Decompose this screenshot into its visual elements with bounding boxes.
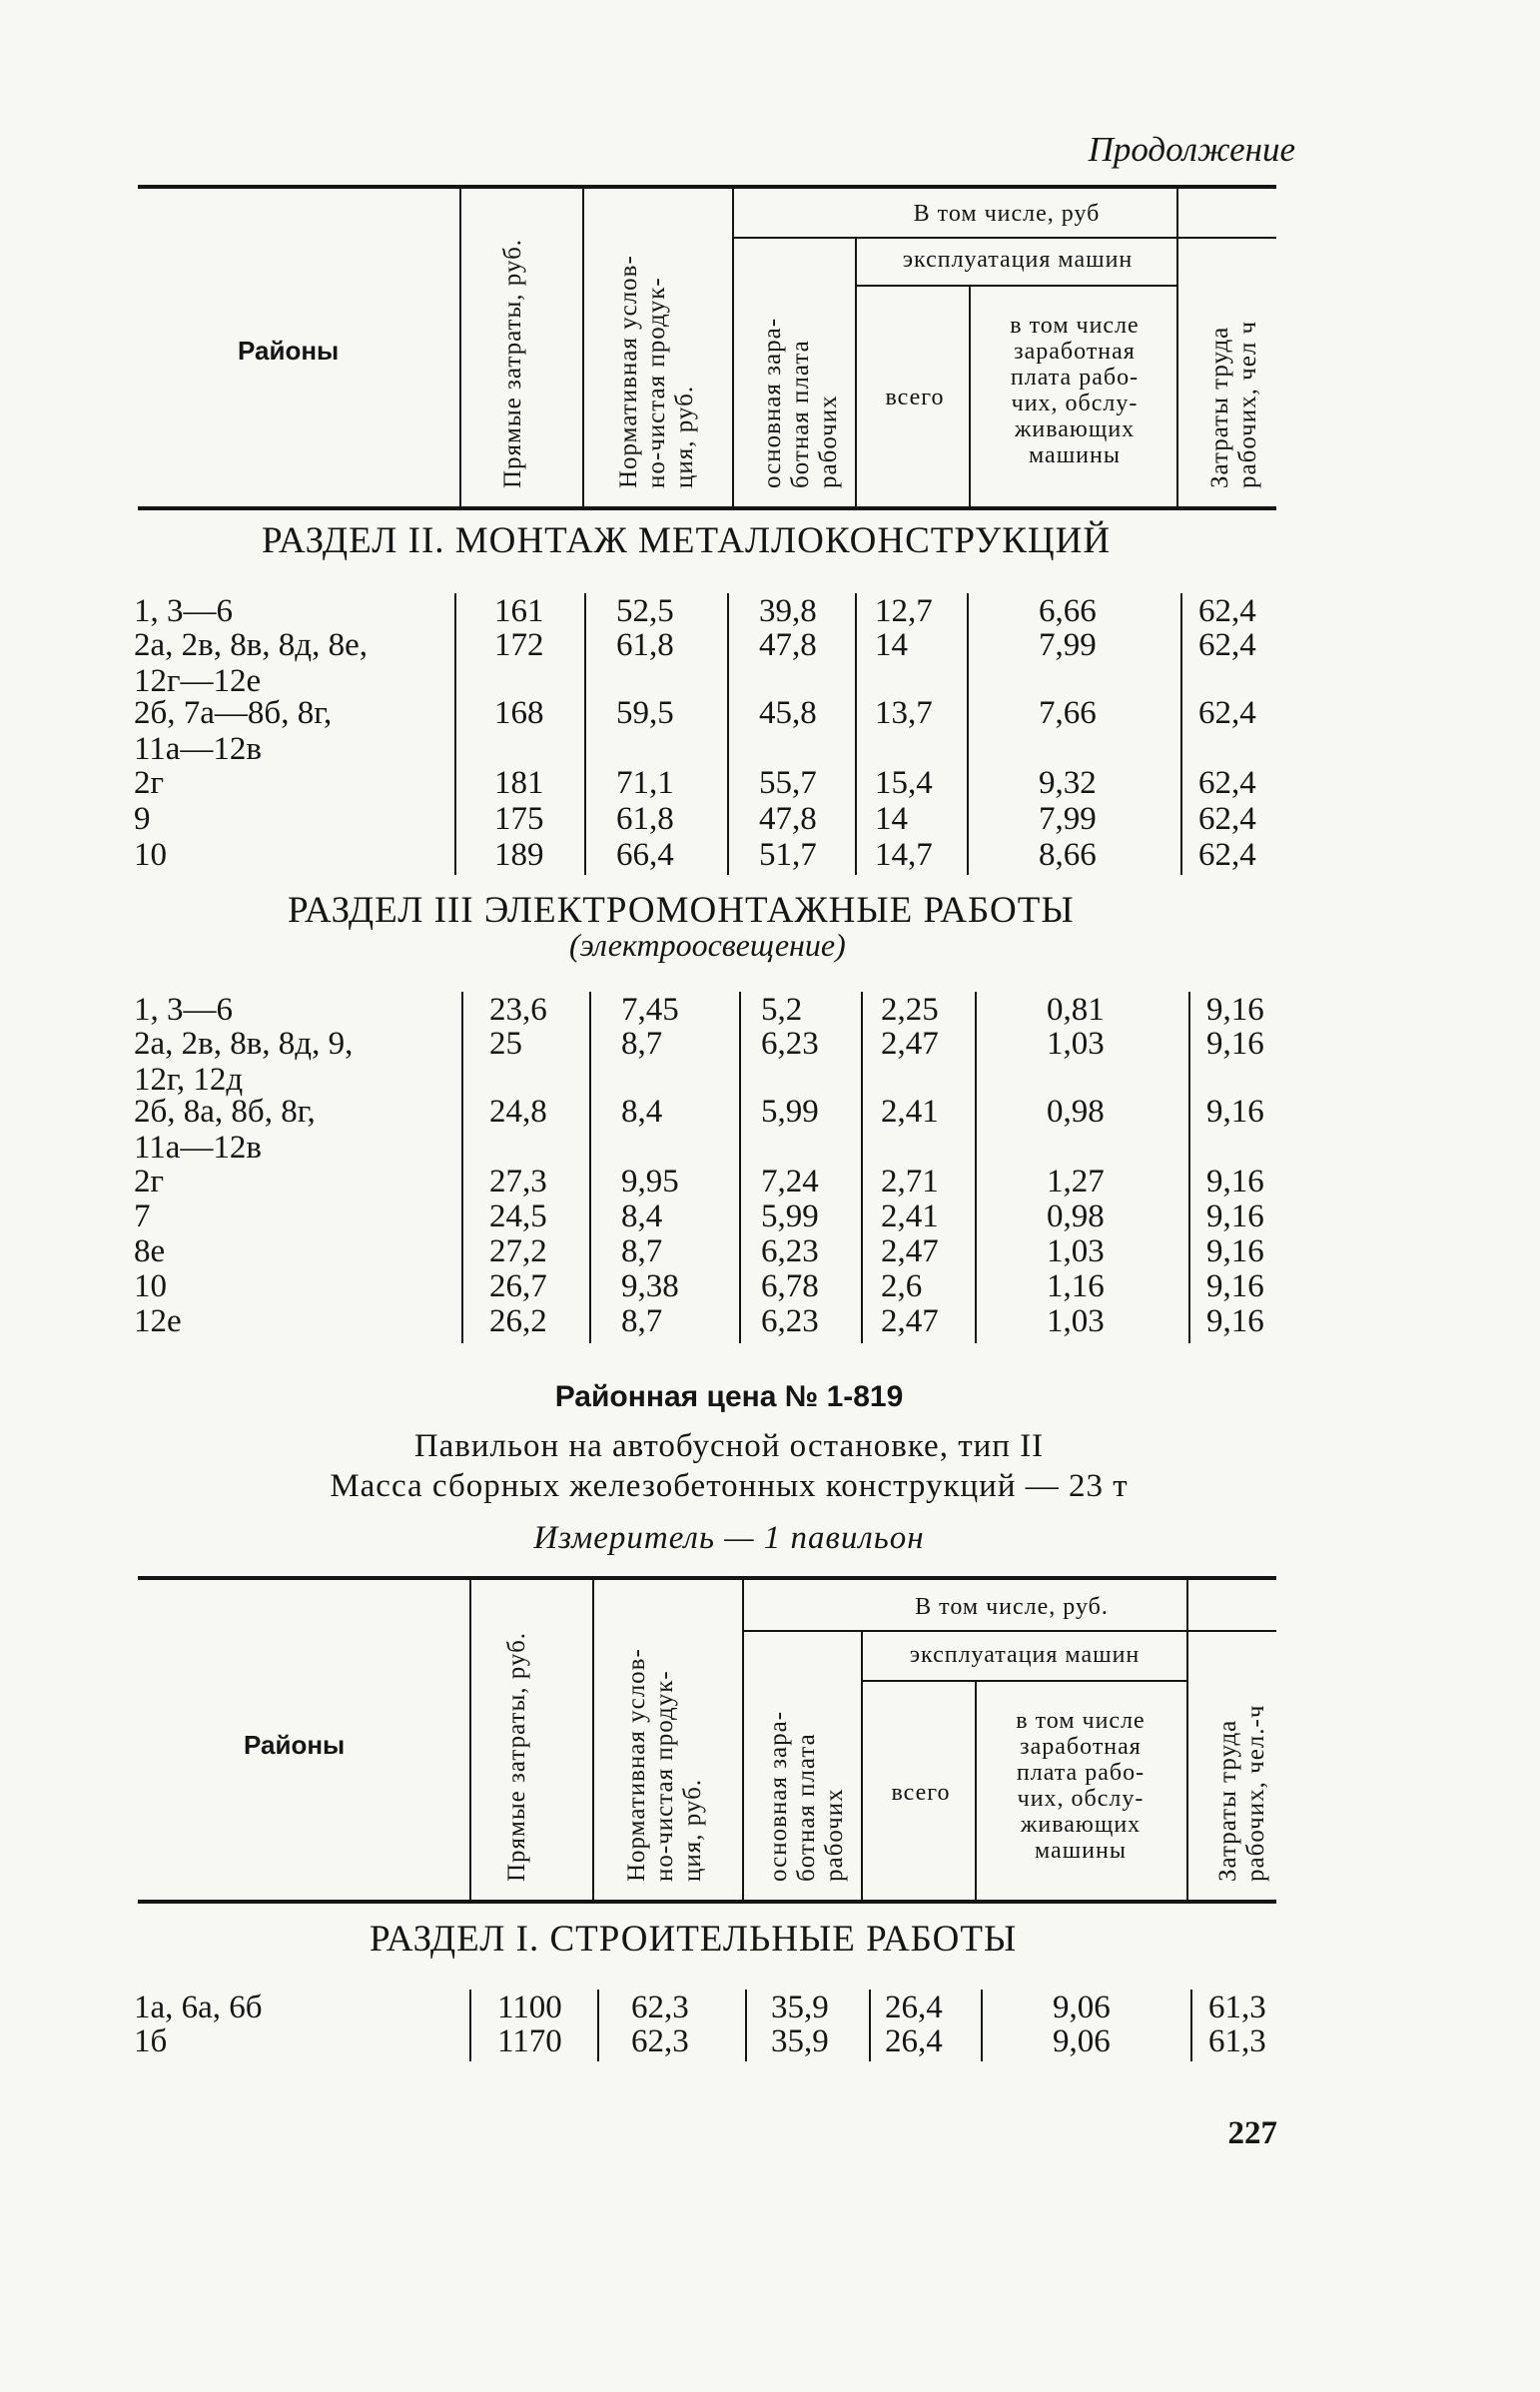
section1-title: РАЗДЕЛ I. СТРОИТЕЛЬНЫЕ РАБОТЫ (370, 1919, 1018, 1960)
header-normative: Нормативная услов- но-чистая продук- ция, руб. (623, 1648, 706, 1882)
header-including: В том числе, руб. (915, 1594, 1109, 1620)
table-header-1 (138, 185, 1276, 510)
header-rayony: Районы (244, 1730, 346, 1760)
header-base-salary: основная зара- ботная плата рабочих (765, 1710, 848, 1882)
table-row: 1, 3—6 23,6 7,45 5,2 2,25 0,81 9,16 (134, 992, 1264, 1028)
header-including: В том числе, руб (913, 201, 1101, 227)
table-row: 1а, 6а, 6б 1100 62,3 35,9 26,4 9,06 61,3 (134, 1990, 1266, 2025)
table-row: 2а, 2в, 8в, 8д, 9, 12г, 12д 25 8,7 6,23 2,47 1,03 9,16 (134, 1026, 1264, 1098)
table-header-2 (138, 1576, 1276, 1904)
table-row: 9 175 61,8 47,8 14 7,99 62,4 (134, 801, 1256, 837)
header-incl-salary: в том числе заработная плата рабо- чих, обслу- живающих машины (1010, 313, 1140, 468)
page-number: 227 (1227, 2115, 1277, 2151)
section3-title: РАЗДЕЛ III ЭЛЕКТРОМОНТАЖНЫЕ РАБОТЫ (288, 890, 1075, 931)
header-normative: Нормативная услов- но-чистая продук- ция, руб. (615, 255, 698, 488)
header-direct-costs: Прямые затраты, руб. (499, 238, 526, 488)
section2-title: РАЗДЕЛ II. МОНТАЖ МЕТАЛЛОКОНСТРУКЦИЙ (262, 520, 1112, 561)
table-row: 2б, 7а—8б, 8г, 11а—12в 168 59,5 45,8 13,7 7,66 62,4 (134, 695, 1256, 767)
header-machine-ops: эксплуатация машин (902, 247, 1134, 273)
table-row: 1, 3—6 161 52,5 39,8 12,7 6,66 62,4 (134, 593, 1256, 629)
table-row: 8е 27,2 8,7 6,23 2,47 1,03 9,16 (134, 1233, 1264, 1269)
price-title: Районная цена № 1-819 (554, 1380, 904, 1413)
continuation-label: Продолжение (1088, 130, 1295, 169)
header-labor-costs: Затраты труда рабочих, чел ч (1206, 320, 1261, 488)
header-direct-costs: Прямые затраты, руб. (503, 1631, 530, 1882)
header-machine-ops: эксплуатация машин (909, 1642, 1141, 1668)
table-row: 12е 26,2 8,7 6,23 2,47 1,03 9,16 (134, 1303, 1264, 1339)
table-row: 2г 181 71,1 55,7 15,4 9,32 62,4 (134, 765, 1256, 801)
price-meter: Измеритель — 1 павильон (533, 1520, 925, 1556)
table-row: 1б 1170 62,3 35,9 26,4 9,06 61,3 (134, 2023, 1266, 2059)
table-row: 2а, 2в, 8в, 8д, 8е, 12г—12е 172 61,8 47,8 14 7,99 62,4 (134, 627, 1256, 699)
price-line1: Павильон на автобусной остановке, тип II (413, 1428, 1045, 1464)
header-labor-costs: Затраты труда рабочих, чел.-ч (1214, 1704, 1269, 1882)
header-incl-salary: в том числе заработная плата рабо- чих, обслу- живающих машины (1016, 1708, 1146, 1864)
header-base-salary: основная зара- ботная плата рабочих (759, 317, 842, 488)
table-row: 7 24,5 8,4 5,99 2,41 0,98 9,16 (134, 1198, 1264, 1234)
table-row: 2г 27,3 9,95 7,24 2,71 1,27 9,16 (134, 1164, 1264, 1199)
header-total: всего (891, 1780, 951, 1806)
table-row: 2б, 8а, 8б, 8г, 11а—12в 24,8 8,4 5,99 2,41 0,98 9,16 (134, 1094, 1264, 1166)
price-line2: Масса сборных железобетонных конструкций — 23 т (330, 1468, 1129, 1504)
table-row: 10 189 66,4 51,7 14,7 8,66 62,4 (134, 837, 1256, 873)
header-rayony: Районы (238, 336, 340, 366)
header-total: всего (885, 385, 945, 410)
table-row: 10 26,7 9,38 6,78 2,6 1,16 9,16 (134, 1268, 1264, 1304)
section3-subtitle: (электроосвещение) (569, 927, 846, 963)
